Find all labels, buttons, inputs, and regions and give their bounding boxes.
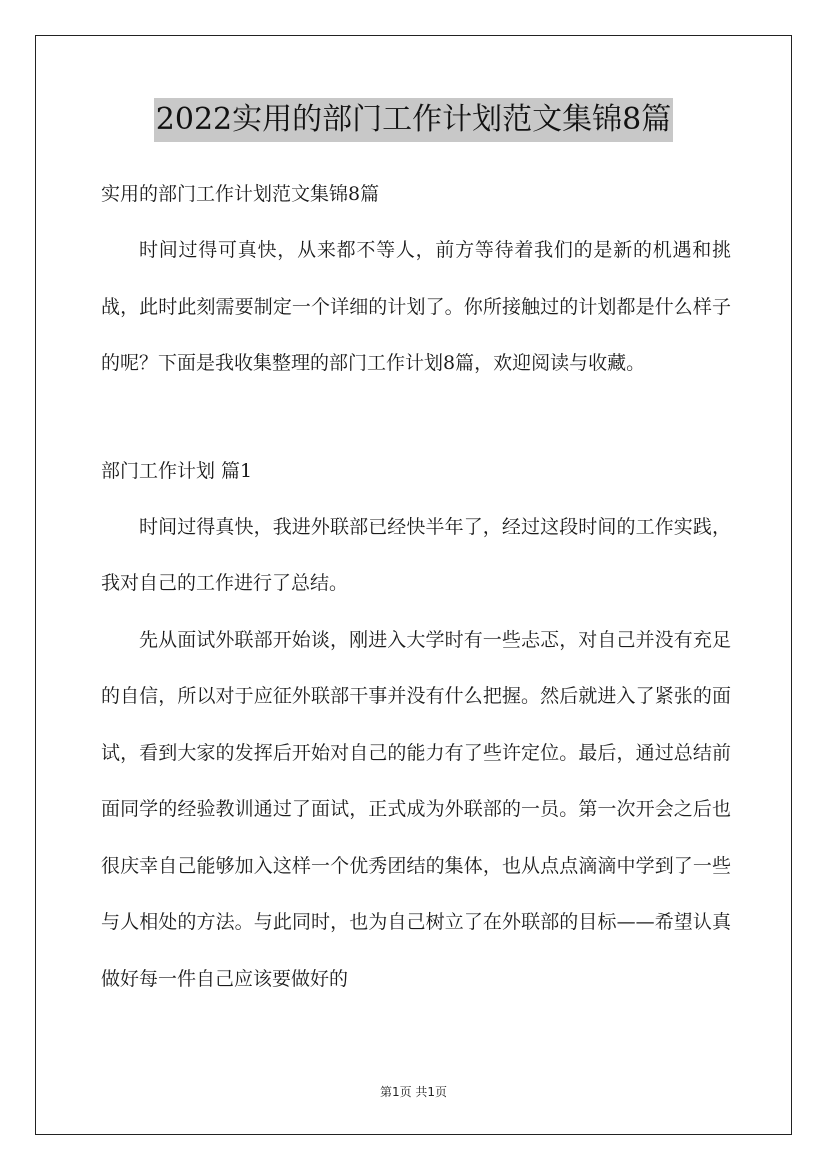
page-footer: 第1页 共1页 (379, 1085, 448, 1099)
document-subtitle: 实用的部门工作计划范文集锦8篇 (101, 183, 380, 205)
body-paragraph: 时间过得真快，我进外联部已经快半年了，经过这段时间的工作实践，我对自己的工作进行了总结。 (101, 515, 731, 594)
section-heading: 部门工作计划 篇1 (101, 459, 253, 482)
body-paragraph: 先从面试外联部开始谈，刚进入大学时有一些忐忑，对自己并没有充足的自信，所以对于应征外联部干事并没有什么把握。然后就进入了紧张的面试，看到大家的发挥后开始对自己的能力有了些许定位。最后，通过总结前面同学的经验教训通过了面试，正式成为外联部的一员。第一次开会之后也很庆幸自己能够加入这样一个优秀团结的集体，也从点点滴滴中学到了一些与人相处的方法。与此同时，也为自己树立了在外联部的目标——希望认真做好每一件自己应该要做好的 (101, 628, 731, 990)
document-body (101, 166, 731, 1007)
intro-paragraph: 时间过得可真快，从来都不等人，前方等待着我们的是新的机遇和挑战，此时此刻需要制定一个详细的计划了。你所接触过的计划都是什么样子的呢？下面是我收集整理的部门工作计划8篇，欢迎阅读与收藏。 (101, 239, 731, 374)
title-container (0, 98, 827, 142)
document-title: 2022实用的部门工作计划范文集锦8篇 (154, 98, 673, 142)
